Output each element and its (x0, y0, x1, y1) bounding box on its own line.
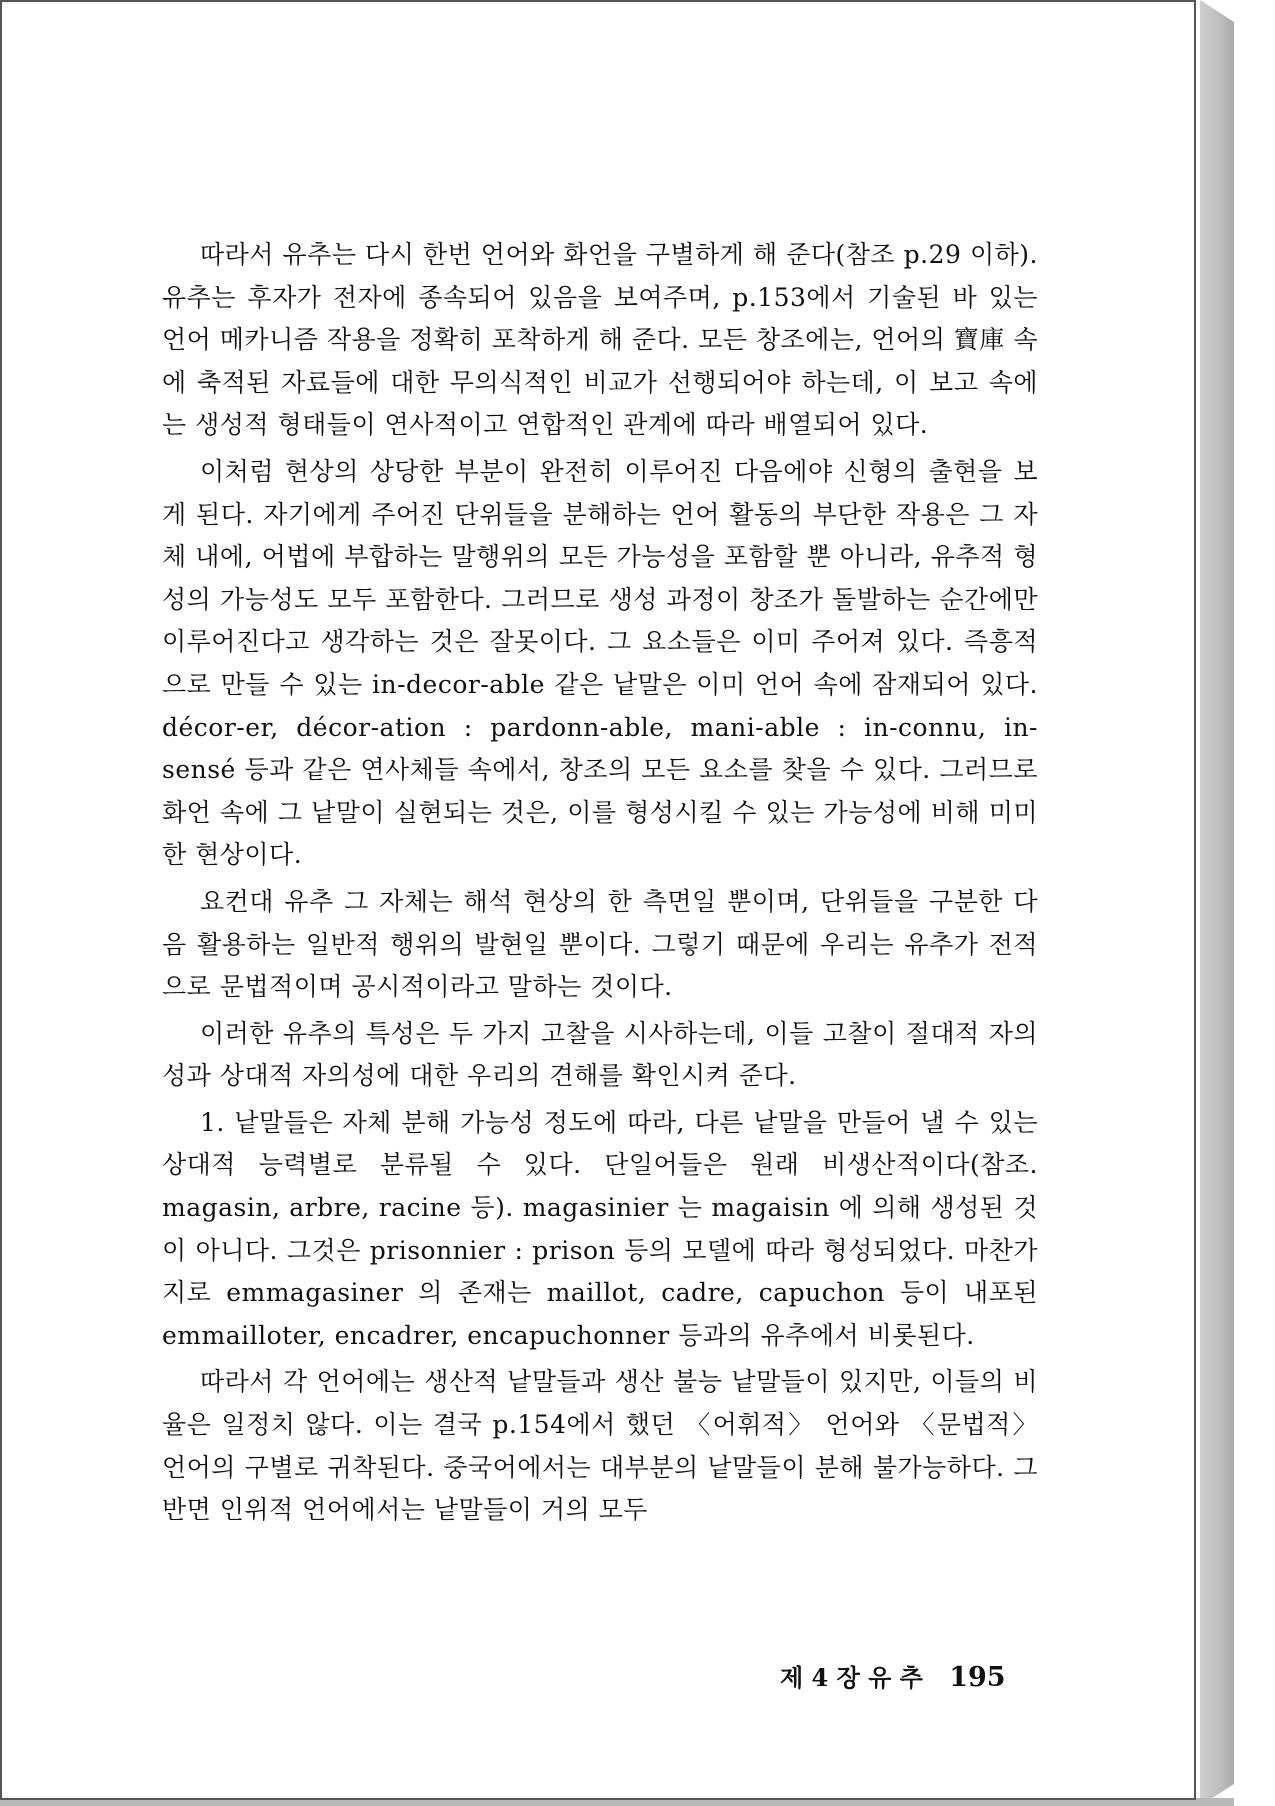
paragraph-1: 따라서 유추는 다시 한번 언어와 화언을 구별하게 해 준다(참조 p.29 이하). 유추는 후자가 전자에 종속되어 있음을 보여주며, p.153에서 기술된 바 있는 언어 메카니즘 작용을 정확히 포착하게 해 준다. 모든 창조에는, 언어의 寶庫 속에 축적된 자료들에 대한 무의식적인 비교가 선행되어야 하는데, 이 보고 속에는 생성적 형태들이 연사적이고 연합적인 관계에 따라 배열되어 있다. (162, 240, 1038, 440)
paragraph-2: 이처럼 현상의 상당한 부분이 완전히 이루어진 다음에야 신형의 출현을 보게 된다. 자기에게 주어진 단위들을 분해하는 언어 활동의 부단한 작용은 그 자체 내에, 어법에 부합하는 말행위의 모든 가능성을 포함할 뿐 아니라, 유추적 형성의 가능성도 모두 포함한다. 그러므로 생성 과정이 창조가 돌발하는 순간에만 이루어진다고 생각하는 것은 잘못이다. 그 요소들은 이미 주어져 있다. 즉흥적으로 만들 수 있는 in-decor-able 같은 낱말은 이미 언어 속에 잠재되어 있다. décor-er, décor-ation : pardonn-able, mani-able : in-connu, in-sensé 등과 같은 연사체들 속에서, 창조의 모든 요소를 찾을 수 있다. 그러므로 화언 속에 그 낱말이 실현되는 것은, 이를 형성시킬 수 있는 가능성에 비해 미미한 현상이다. (162, 456, 1038, 870)
page-stack-edge (1200, 0, 1234, 1806)
paragraph-3: 요컨대 유추 그 자체는 해석 현상의 한 측면일 뿐이며, 단위들을 구분한 다음 활용하는 일반적 행위의 발현일 뿐이다. 그렇기 때문에 우리는 유추가 전적으로 문법적이며 공시적이라고 말하는 것이다. (162, 886, 1038, 1002)
paragraph-4: 이러한 유추의 특성은 두 가지 고찰을 시사하는데, 이들 고찰이 절대적 자의성과 상대적 자의성에 대한 우리의 견해를 확인시켜 준다. (162, 1018, 1038, 1091)
running-footer (780, 1658, 1030, 1693)
page-number: 195 (949, 1662, 1006, 1693)
paragraph-5: 1. 낱말들은 자체 분해 가능성 정도에 따라, 다른 낱말을 만들어 낼 수 있는 상대적 능력별로 분류될 수 있다. 단일어들은 원래 비생산적이다(참조. magasin, arbre, racine 등). magasinier 는 magaisin 에 의해 생성된 것이 아니다. 그것은 prisonnier : prison 등의 모델에 따라 형성되었다. 마찬가지로 emmagasiner 의 존재는 maillot, cadre, capuchon 등이 내포된 emmailloter, encadrer, encapuchonner 등과의 유추에서 비롯된다. (162, 1107, 1038, 1350)
body-text (162, 234, 1038, 1536)
chapter-title: 제 4 장 유 추 (780, 1663, 923, 1692)
paragraph-6: 따라서 각 언어에는 생산적 낱말들과 생산 불능 낱말들이 있지만, 이들의 비율은 일정치 않다. 이는 결국 p.154에서 했던 〈어휘적〉 언어와 〈문법적〉 언어의 구별로 귀착된다. 중국어에서는 대부분의 낱말들이 분해 불가능하다. 그 반면 인위적 언어에서는 낱말들이 거의 모두 (162, 1367, 1038, 1525)
